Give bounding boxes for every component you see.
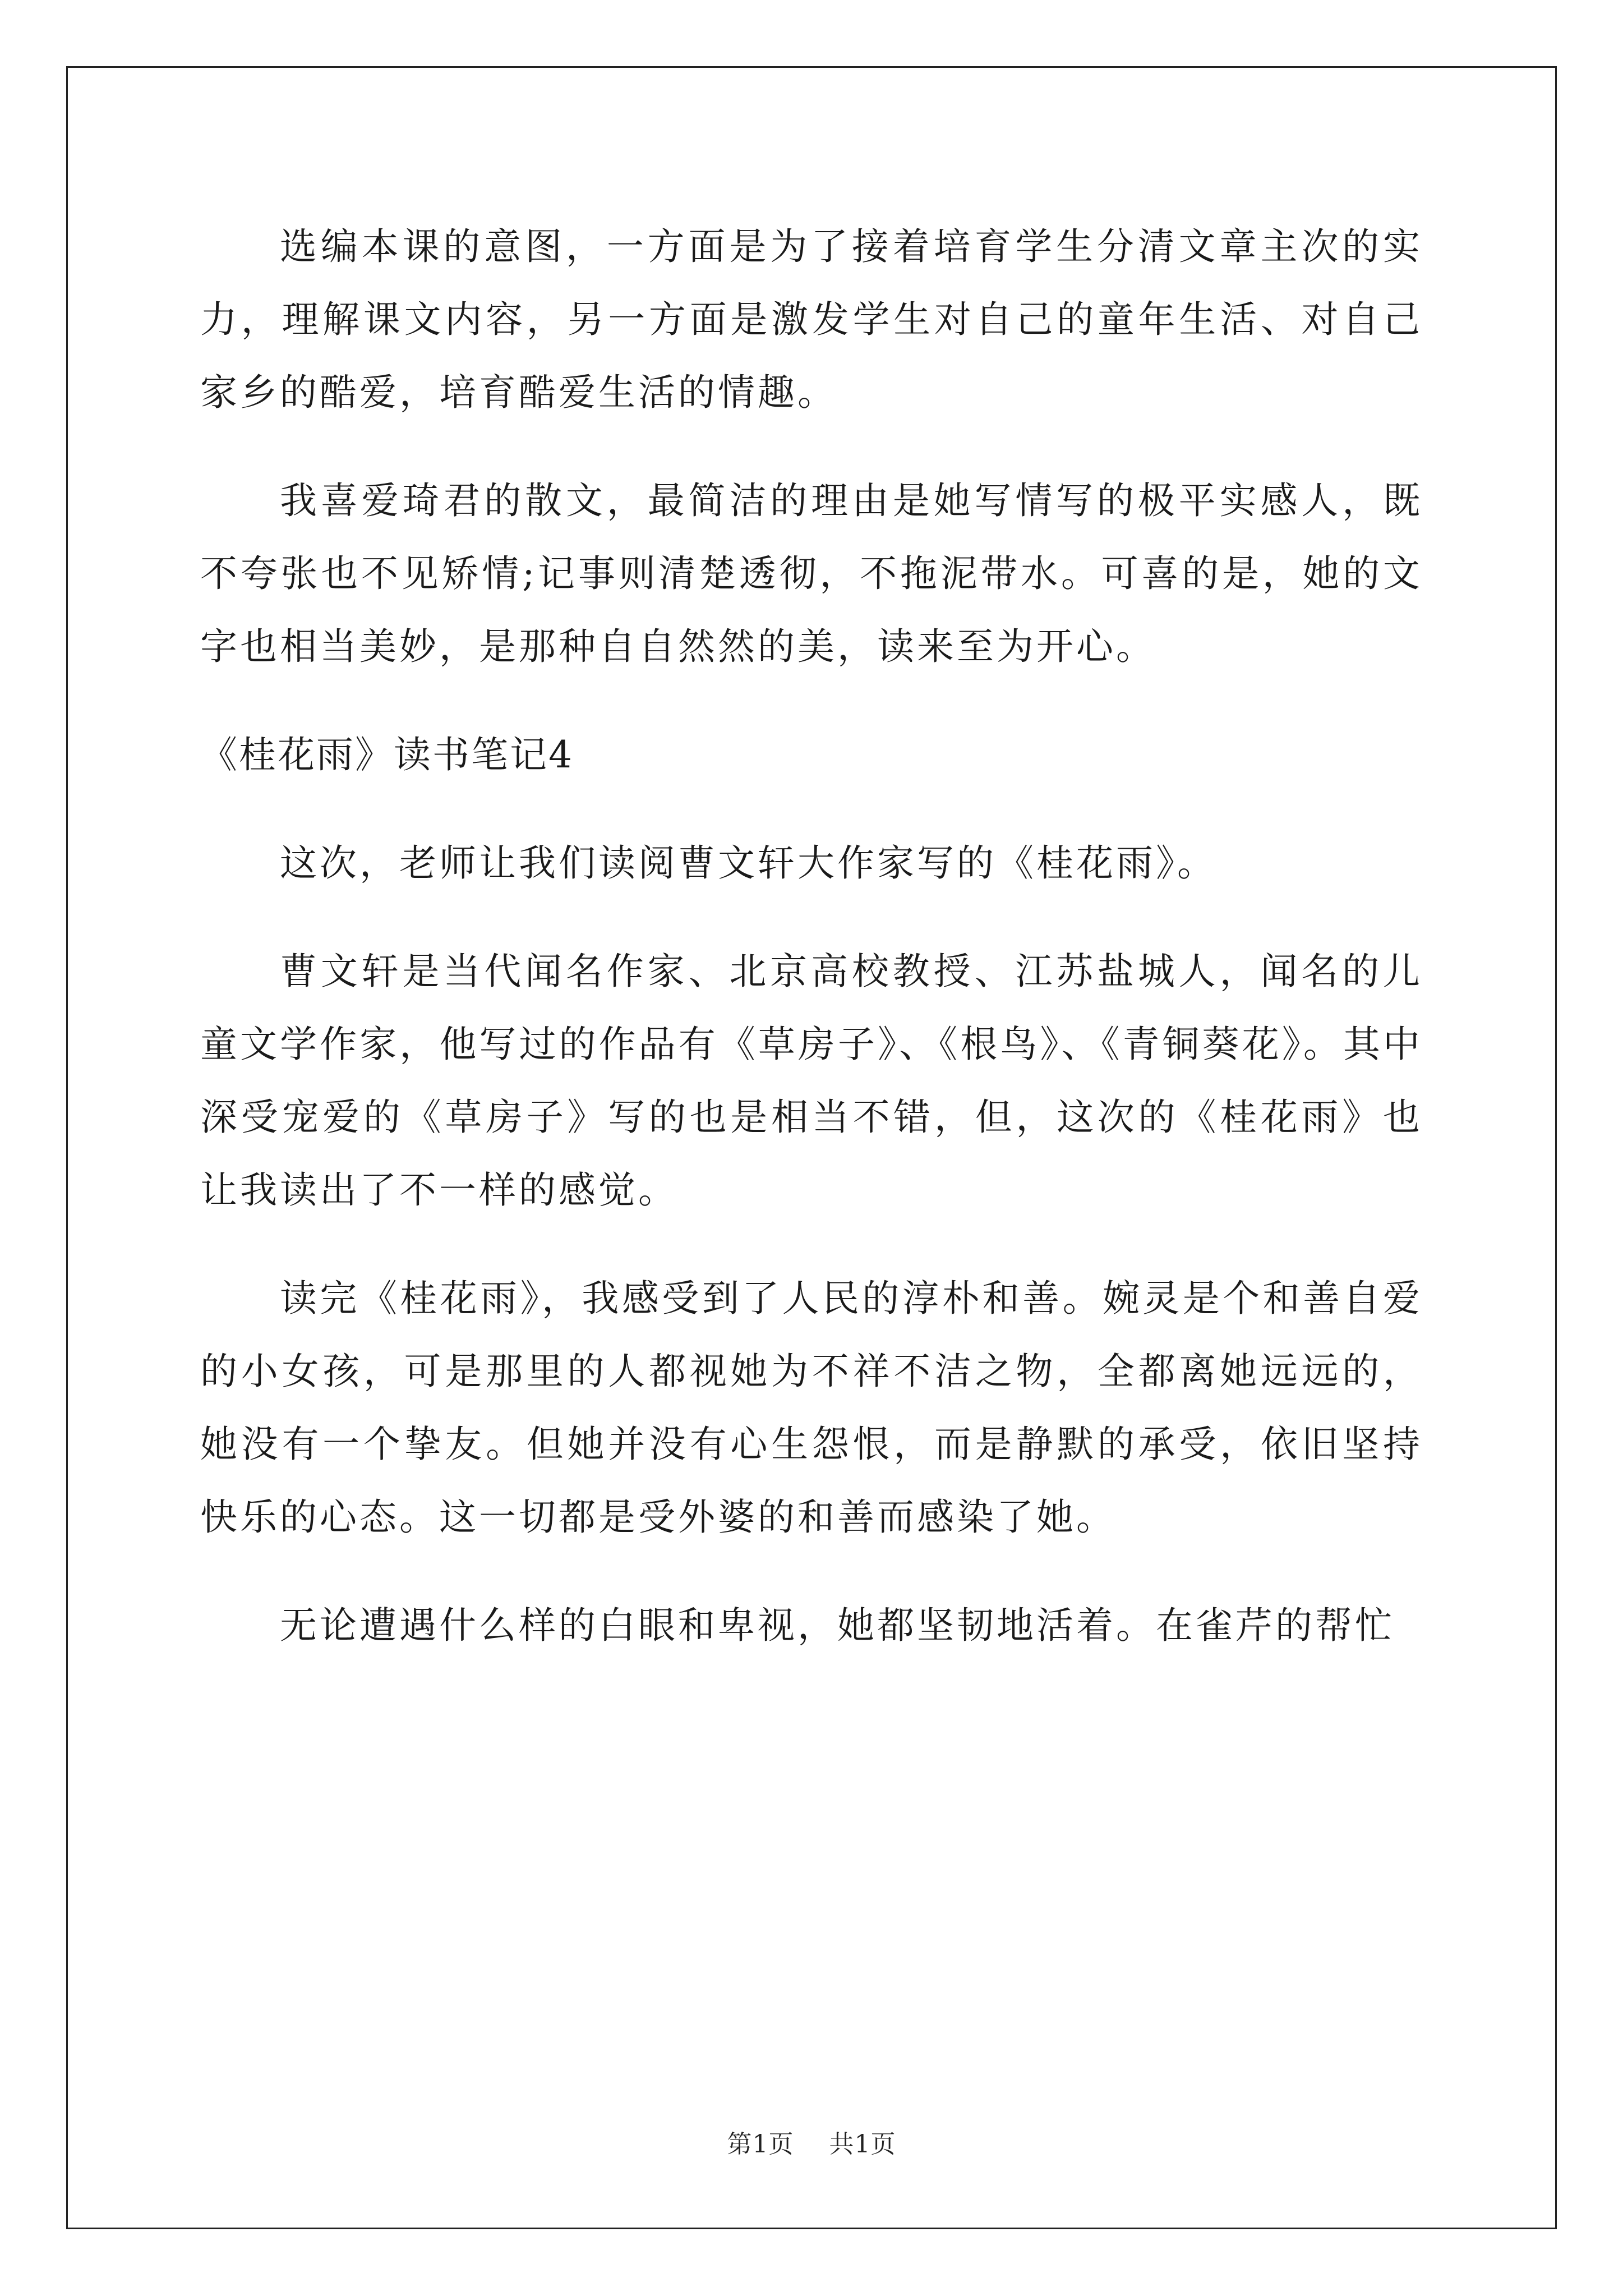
paragraph-6: 无论遭遇什么样的白眼和卑视，她都坚韧地活着。在雀芹的帮忙 [280,1604,1395,1647]
page-footer [0,2124,1623,2160]
paragraph-3: 这次，老师让我们读阅曹文轩大作家写的《桂花雨》。 [280,841,1217,885]
document-body [200,210,1423,1662]
section-heading: 《桂花雨》读书笔记4 [200,733,574,776]
paragraph-5: 读完《桂花雨》，我感受到了人民的淳朴和善。婉灵是个和善自爱的小女孩，可是那里的人都视她为不祥不洁之物，全都离她远远的，她没有一个挚友。但她并没有心生怨恨，而是静默的承受，依旧坚持快乐的心态。这一切都是受外婆的和善而感染了她。 [200,1277,1423,1539]
page-total: 共1页 [829,2130,896,2159]
paragraph-2: 我喜爱琦君的散文，最简洁的理由是她写情写的极平实感人，既不夸张也不见矫情;记事则清楚透彻，不拖泥带水。可喜的是，她的文字也相当美妙，是那种自自然然的美，读来至为开心。 [200,479,1423,668]
paragraph-1: 选编本课的意图，一方面是为了接着培育学生分清文章主次的实力，理解课文内容，另一方面是激发学生对自己的童年生活、对自己家乡的酷爱，培育酷爱生活的情趣。 [200,225,1423,414]
page-number: 第1页 [727,2130,794,2159]
paragraph-4: 曹文轩是当代闻名作家、北京高校教授、江苏盐城人，闻名的儿童文学作家，他写过的作品有《草房子》、《根鸟》、《青铜葵花》。其中深受宠爱的《草房子》写的也是相当不错，但，这次的《桂花雨》也让我读出了不一样的感觉。 [200,950,1423,1212]
